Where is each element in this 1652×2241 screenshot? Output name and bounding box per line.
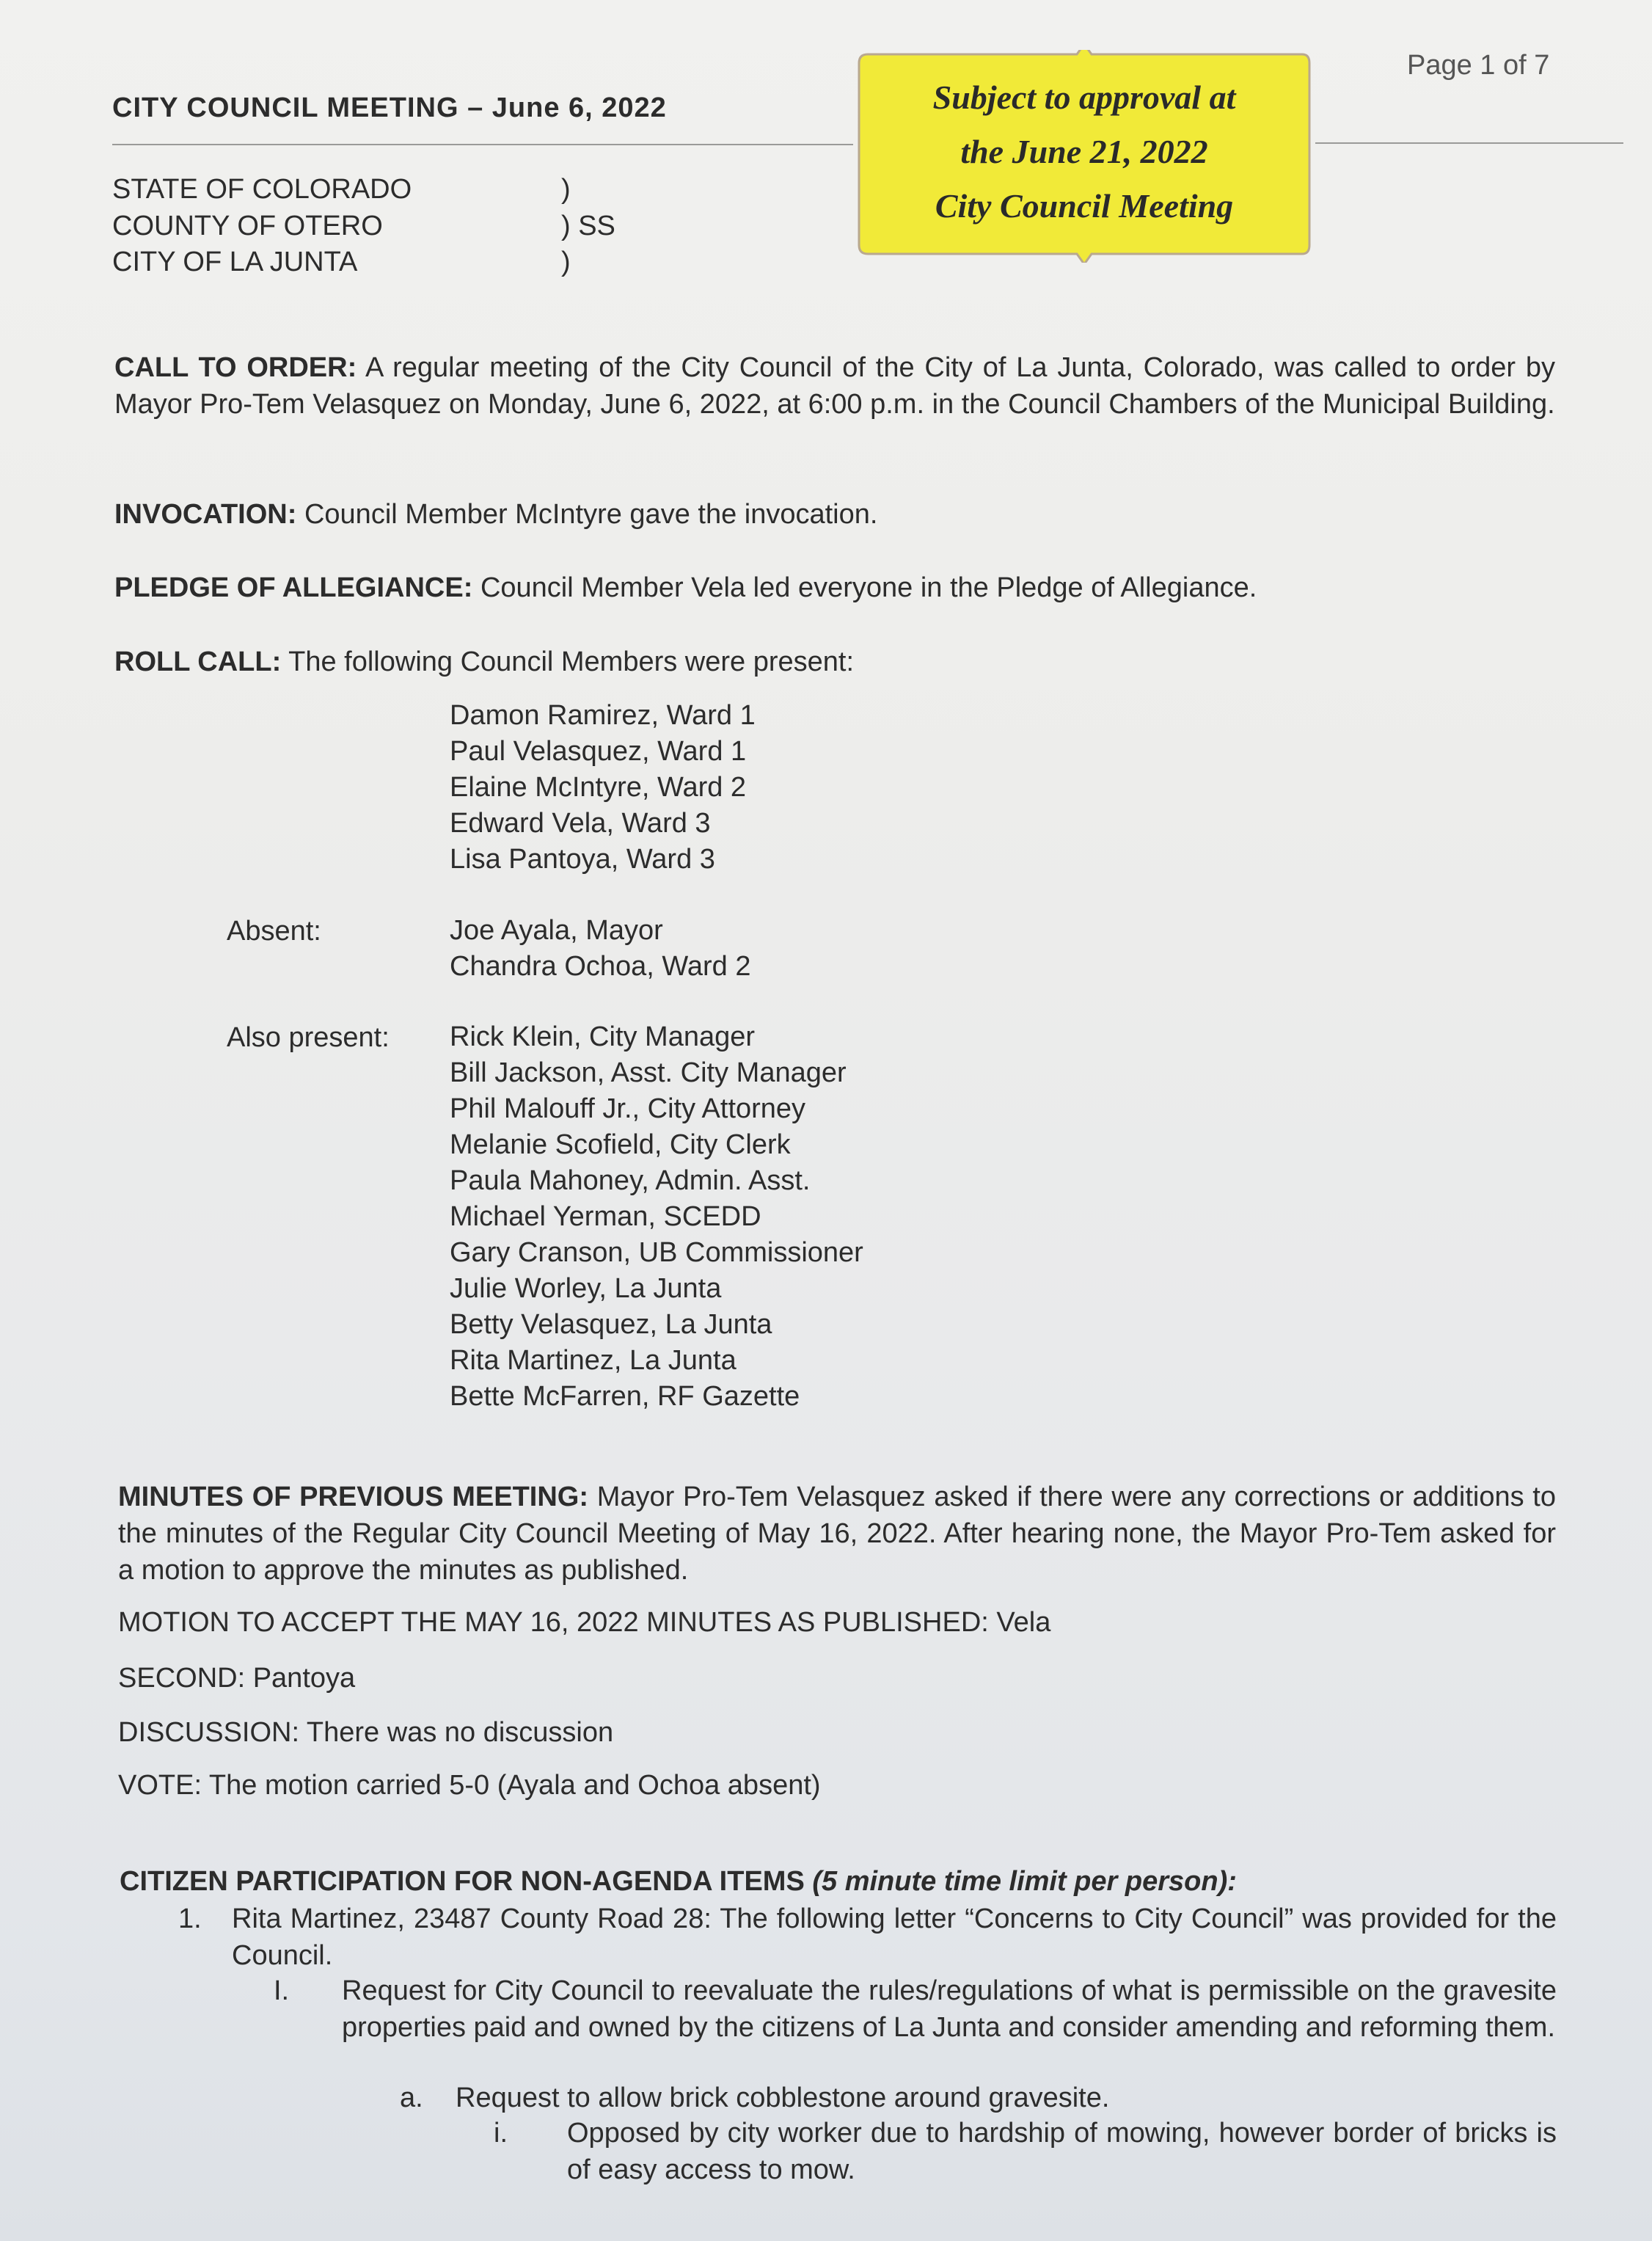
header-rule-left [112, 144, 853, 145]
absent-member: Chandra Ochoa, Ward 2 [450, 951, 751, 982]
pledge-label: PLEDGE OF ALLEGIANCE: [114, 572, 473, 603]
minutes-label: MINUTES OF PREVIOUS MEETING: [118, 1482, 589, 1512]
item-1-number: 1. [178, 1903, 202, 1934]
present-member: Edward Vela, Ward 3 [450, 808, 711, 839]
venue-city: CITY OF LA JUNTA [112, 247, 358, 277]
citizen-note: (5 minute time limit per person): [812, 1866, 1237, 1897]
invocation-text: Council Member McIntyre gave the invocation. [304, 499, 878, 530]
also-present-member: Betty Velasquez, La Junta [450, 1309, 772, 1340]
present-member: Damon Ramirez, Ward 1 [450, 700, 756, 731]
invocation-label: INVOCATION: [114, 499, 297, 530]
venue-paren-3: ) [561, 247, 571, 277]
citizen-participation-heading [120, 1863, 1237, 1900]
approval-line-3: City Council Meeting [935, 187, 1234, 225]
minutes-text: Mayor Pro-Tem Velasquez asked if there were any corrections or additions to the minutes of the Regular City Council Meeting of May 16, 2022. After hearing none, the Mayor Pro-Tem asked for a motion to approve the minutes as published. [118, 1482, 1556, 1586]
roll-call-text: The following Council Members were present: [288, 646, 855, 677]
also-present-member: Gary Cranson, UB Commissioner [450, 1237, 863, 1268]
discussion-label: DISCUSSION: [118, 1717, 300, 1748]
absent-label: Absent: [227, 916, 321, 947]
pledge [114, 569, 1257, 606]
item-1-text: Rita Martinez, 23487 County Road 28: The following letter “Concerns to City Council” was provided for the Council. [232, 1903, 1557, 1971]
sub-item-i-text: Opposed by city worker due to hardship of mowing, however border of bricks is of easy access to mow. [567, 2118, 1557, 2185]
vote-value: The motion carried 5-0 (Ayala and Ochoa absent) [208, 1770, 821, 1801]
also-present-member: Julie Worley, La Junta [450, 1273, 722, 1304]
document-title: CITY COUNCIL MEETING – June 6, 2022 [112, 92, 667, 123]
motion-label: MOTION TO ACCEPT THE MAY 16, 2022 MINUTES AS PUBLISHED: [118, 1607, 989, 1638]
call-to-order-text: A regular meeting of the City Council of the City of La Junta, Colorado, was called to order by Mayor Pro-Tem Velasquez on Monday, June 6, 2022, at 6:00 p.m. in the Council Chambers of the Municipal Building. [114, 352, 1556, 420]
also-present-list [450, 1019, 863, 1415]
also-present-member: Melanie Scofield, City Clerk [450, 1129, 791, 1160]
motion-value: Vela [996, 1607, 1051, 1638]
venue-state: STATE OF COLORADO [112, 174, 412, 205]
header-rule-right [1315, 142, 1623, 144]
sub-item-I-text: Request for City Council to reevaluate the rules/regulations of what is permissible on the gravesite properties paid and owned by the citizens of La Junta and consider amending and reforming them. [342, 1975, 1557, 2043]
also-present-member: Phil Malouff Jr., City Attorney [450, 1093, 806, 1124]
sub-item-i-number: i. [494, 2118, 508, 2149]
also-present-member: Bette McFarren, RF Gazette [450, 1381, 800, 1412]
sub-item-I-number: I. [274, 1975, 290, 2006]
page-number: Page 1 of 7 [1407, 50, 1550, 81]
also-present-member: Rick Klein, City Manager [450, 1021, 756, 1052]
also-present-member: Rita Martinez, La Junta [450, 1345, 737, 1376]
second-line [118, 1660, 355, 1697]
absent-member: Joe Ayala, Mayor [450, 915, 663, 946]
roll-call [114, 644, 854, 680]
approval-banner [853, 50, 1315, 263]
venue-county: COUNTY OF OTERO [112, 211, 383, 241]
approval-line-2: the June 21, 2022 [960, 133, 1208, 170]
sub-item-a-text: Request to allow brick cobblestone around gravesite. [456, 2083, 1110, 2113]
also-present-label: Also present: [227, 1022, 390, 1053]
present-list [450, 698, 756, 878]
also-present-member: Michael Yerman, SCEDD [450, 1201, 761, 1232]
discussion-line [118, 1714, 613, 1751]
absent-list [450, 913, 750, 985]
present-member: Elaine McIntyre, Ward 2 [450, 772, 747, 803]
sub-item-a-number: a. [400, 2083, 423, 2113]
present-member: Paul Velasquez, Ward 1 [450, 736, 747, 767]
invocation [114, 496, 877, 533]
second-value: Pantoya [252, 1663, 356, 1694]
also-present-member: Paula Mahoney, Admin. Asst. [450, 1165, 811, 1196]
citizen-label: CITIZEN PARTICIPATION FOR NON-AGENDA ITEMS [120, 1866, 805, 1897]
motion-line [118, 1604, 1050, 1641]
discussion-value: There was no discussion [306, 1717, 614, 1748]
venue-paren-1: ) [561, 174, 571, 205]
also-present-member: Bill Jackson, Asst. City Manager [450, 1057, 847, 1088]
pledge-text: Council Member Vela led everyone in the Pledge of Allegiance. [480, 572, 1257, 603]
present-member: Lisa Pantoya, Ward 3 [450, 844, 715, 875]
approval-line-1: Subject to approval at [932, 79, 1236, 116]
call-to-order [114, 349, 1555, 423]
vote-line [118, 1767, 821, 1804]
second-label: SECOND: [118, 1663, 246, 1694]
roll-call-label: ROLL CALL: [114, 646, 282, 677]
minutes-previous-meeting [118, 1479, 1556, 1589]
vote-label: VOTE: [118, 1770, 202, 1801]
venue-paren-ss: ) SS [561, 211, 615, 241]
call-to-order-label: CALL TO ORDER: [114, 352, 357, 383]
